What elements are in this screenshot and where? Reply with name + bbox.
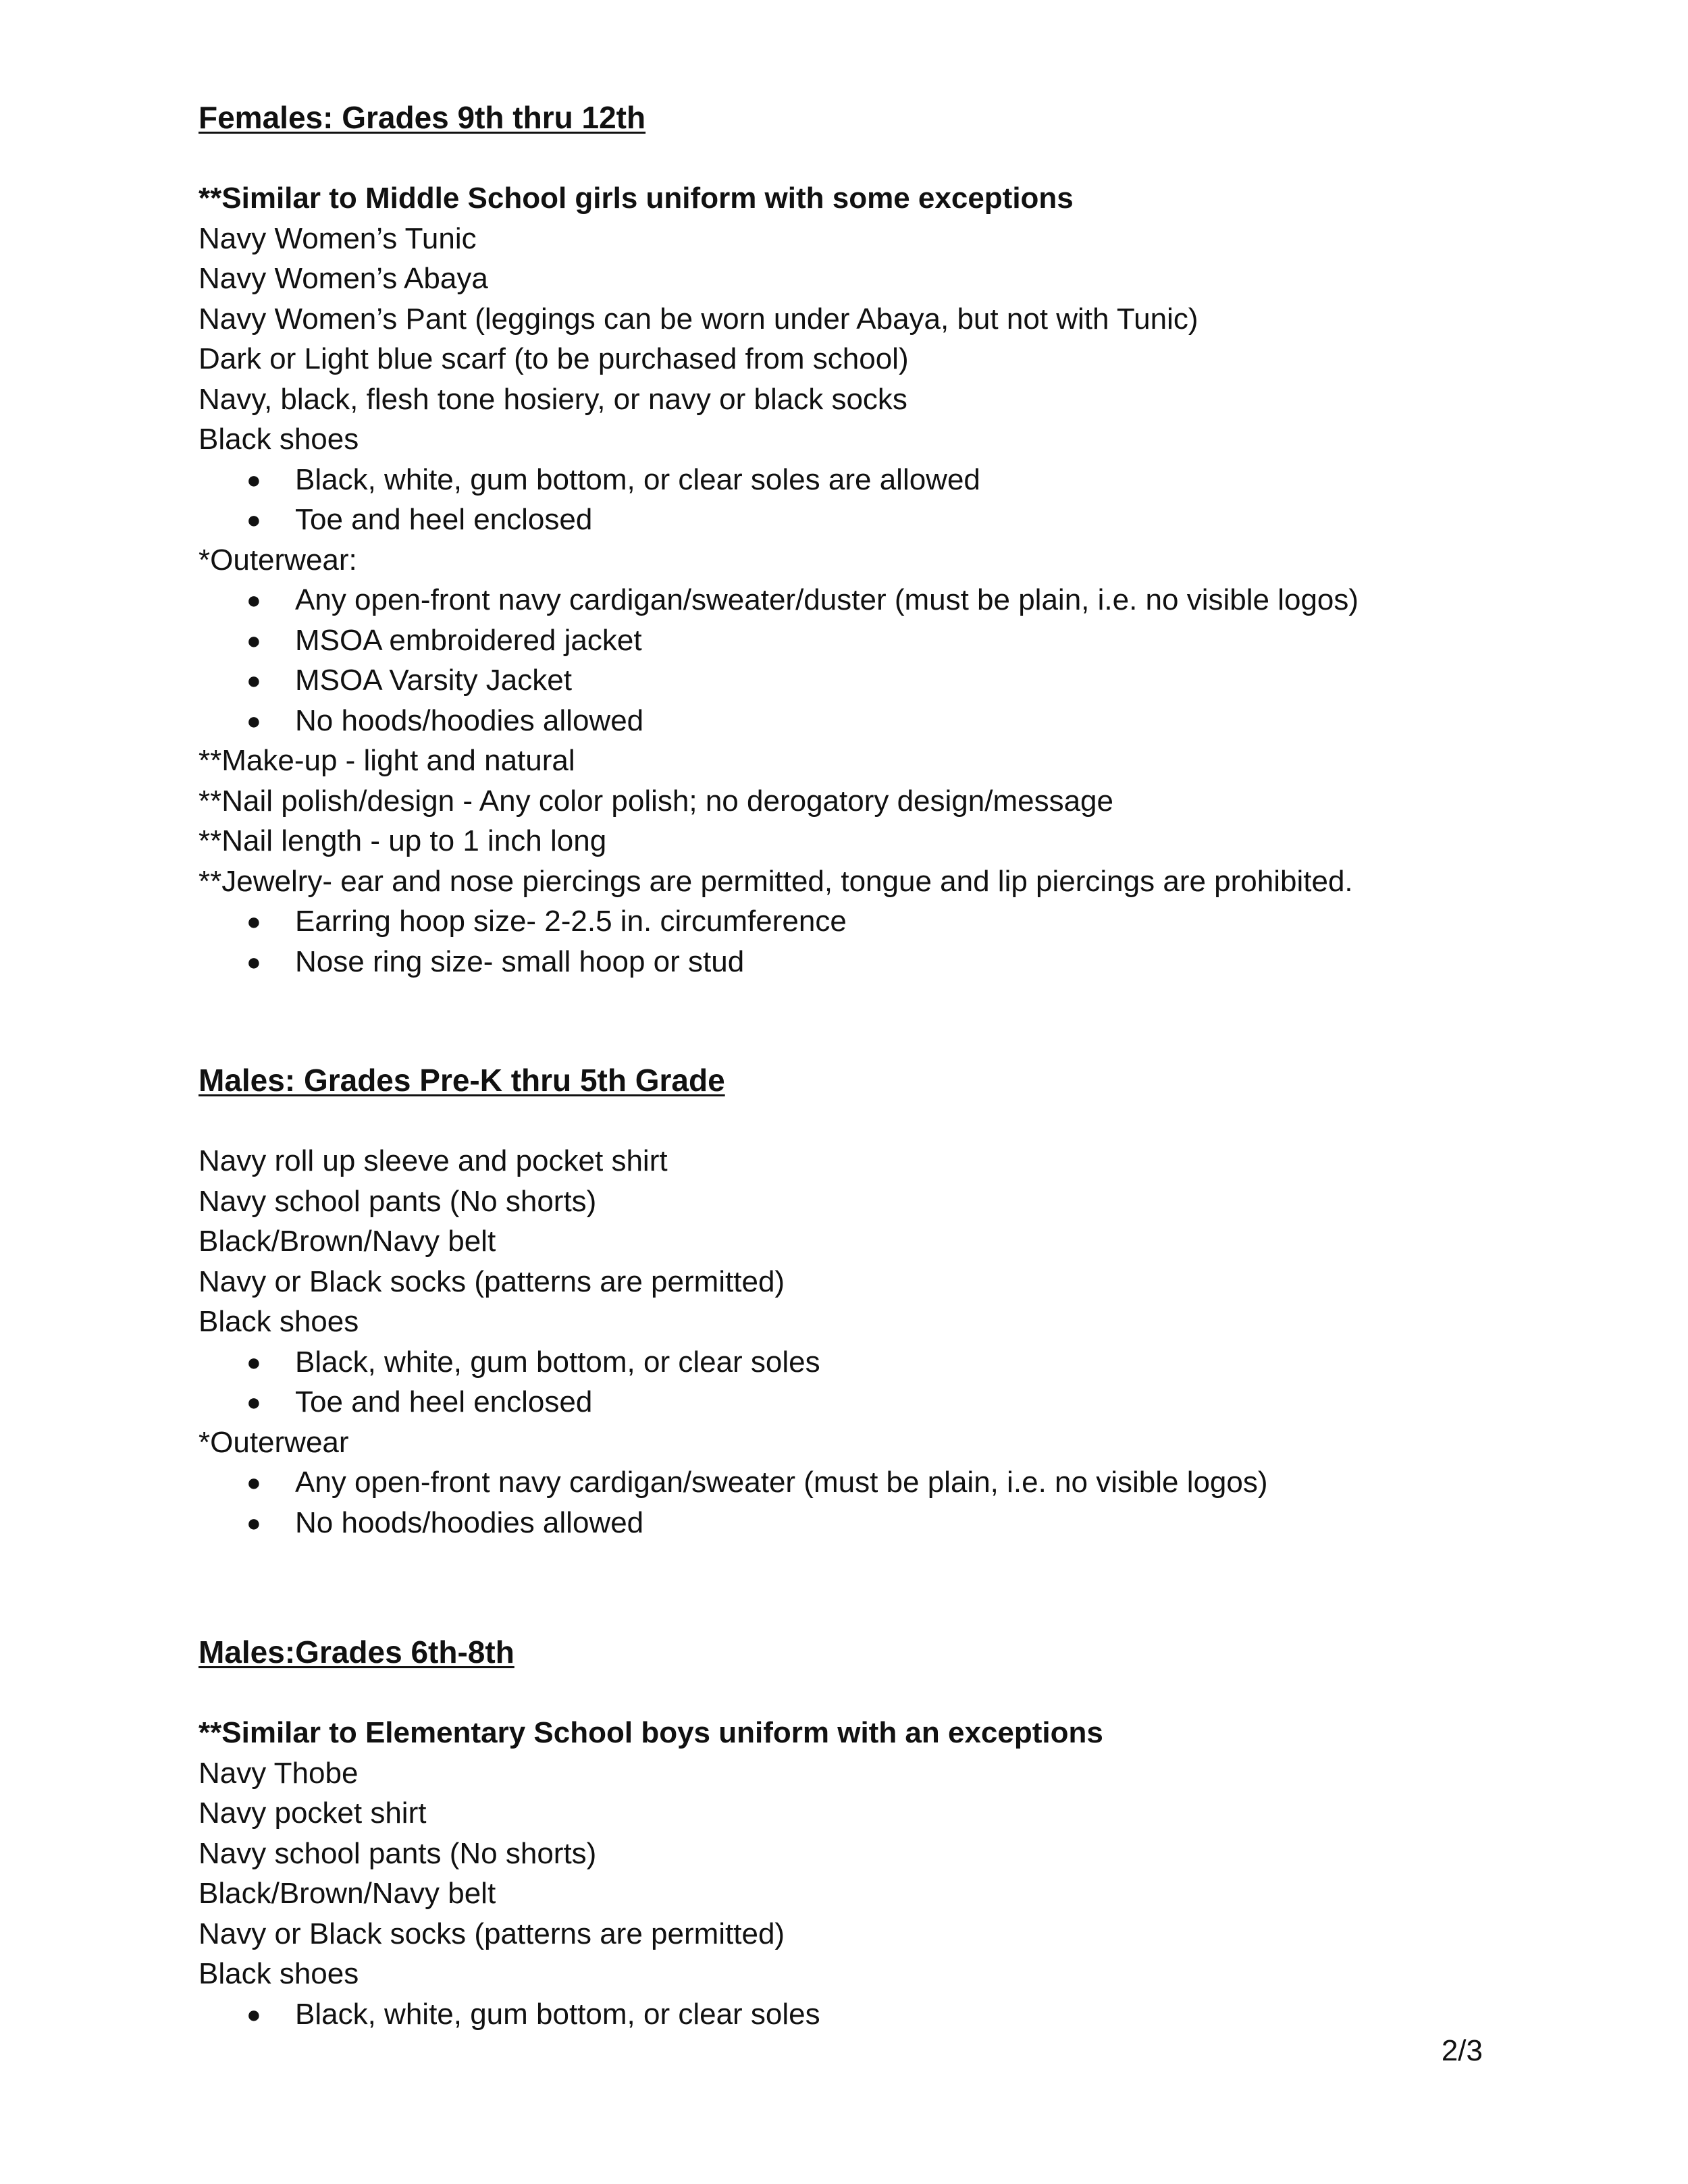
bullet-item: ● Black, white, gum bottom, or clear soles [295,1342,1515,1383]
outerwear-label: *Outerwear: [199,543,357,577]
bullet-item: ● Any open-front navy cardigan/sweater/duster (must be plain, i.e. no visible logos) [295,580,1515,620]
rule-line: **Jewelry- ear and nose piercings are permitted, tongue and lip piercings are prohibited. [199,864,1353,898]
bullet-item: ● Earring hoop size- 2-2.5 in. circumference [295,901,1515,942]
uniform-item: Black/Brown/Navy belt [199,1225,496,1258]
bullet-item: ● Nose ring size- small hoop or stud [295,942,1515,982]
section-males-prek-5 [199,1061,1515,1543]
rule-line: **Nail length - up to 1 inch long [199,824,607,857]
bullet-icon: ● [246,706,261,735]
bullet-item: ● MSOA embroidered jacket [295,620,1515,661]
bullet-icon: ● [246,947,261,976]
section-note: **Similar to Elementary School boys uniform with an exceptions [199,1716,1103,1749]
rule-line: **Make-up - light and natural [199,744,575,777]
rule-line: **Nail polish/design - Any color polish; no derogatory design/message [199,784,1113,818]
bullet-icon: ● [246,2000,261,2028]
section-females-9-12 [199,98,1515,982]
uniform-item: Black shoes [199,423,359,456]
bullet-icon: ● [246,586,261,614]
bullet-icon: ● [246,907,261,935]
bullet-item: ● MSOA Varsity Jacket [295,660,1515,701]
section-heading: Males: Grades Pre-K thru 5th Grade [199,1063,725,1098]
uniform-item: Navy Women’s Tunic [199,221,477,255]
jewelry-bullet-list [199,901,1515,982]
bullet-icon: ● [246,1348,261,1376]
bullet-item: ● Toe and heel enclosed [295,1382,1515,1422]
uniform-item: Black shoes [199,1305,359,1338]
uniform-item: Navy or Black socks (patterns are permitted) [199,1264,785,1298]
section-males-6-8 [199,1632,1515,2034]
bullet-item: ● No hoods/hoodies allowed [295,701,1515,741]
outerwear-bullet-list [199,580,1515,741]
outerwear-label: *Outerwear [199,1425,349,1459]
uniform-item: Navy pocket shirt [199,1796,427,1830]
uniform-item: Navy school pants (No shorts) [199,1184,597,1218]
uniform-item: Navy, black, flesh tone hosiery, or navy or black socks [199,382,907,416]
bullet-icon: ● [246,666,261,694]
uniform-item: Navy Thobe [199,1756,359,1790]
uniform-item: Navy or Black socks (patterns are permitted) [199,1917,785,1950]
uniform-item: Navy Women’s Abaya [199,262,488,295]
uniform-item: Navy roll up sleeve and pocket shirt [199,1144,668,1177]
bullet-icon: ● [246,1388,261,1416]
bullet-item: ● Any open-front navy cardigan/sweater (must be plain, i.e. no visible logos) [295,1462,1515,1503]
section-heading: Males:Grades 6th-8th [199,1634,515,1670]
bullet-item: ● Black, white, gum bottom, or clear soles are allowed [295,460,1515,500]
bullet-icon: ● [246,626,261,654]
shoe-bullet-list [199,460,1515,540]
bullet-item: ● No hoods/hoodies allowed [295,1503,1515,1543]
page-number: 2/3 [1441,2034,1483,2067]
bullet-item: ● Black, white, gum bottom, or clear soles [295,1994,1515,2035]
uniform-item: Black shoes [199,1957,359,1990]
bullet-icon: ● [246,465,261,494]
outerwear-bullet-list [199,1462,1515,1543]
uniform-item: Dark or Light blue scarf (to be purchased from school) [199,342,909,375]
shoe-bullet-list [199,1342,1515,1422]
uniform-item: Black/Brown/Navy belt [199,1877,496,1910]
uniform-item: Navy school pants (No shorts) [199,1836,597,1870]
bullet-icon: ● [246,506,261,533]
bullet-item: ● Toe and heel enclosed [295,500,1515,540]
shoe-bullet-list [199,1994,1515,2035]
bullet-icon: ● [246,1468,261,1496]
section-note: **Similar to Middle School girls uniform with some exceptions [199,182,1074,215]
uniform-item: Navy Women’s Pant (leggings can be worn under Abaya, but not with Tunic) [199,302,1198,336]
section-heading: Females: Grades 9th thru 12th [199,100,646,135]
bullet-icon: ● [246,1508,261,1537]
